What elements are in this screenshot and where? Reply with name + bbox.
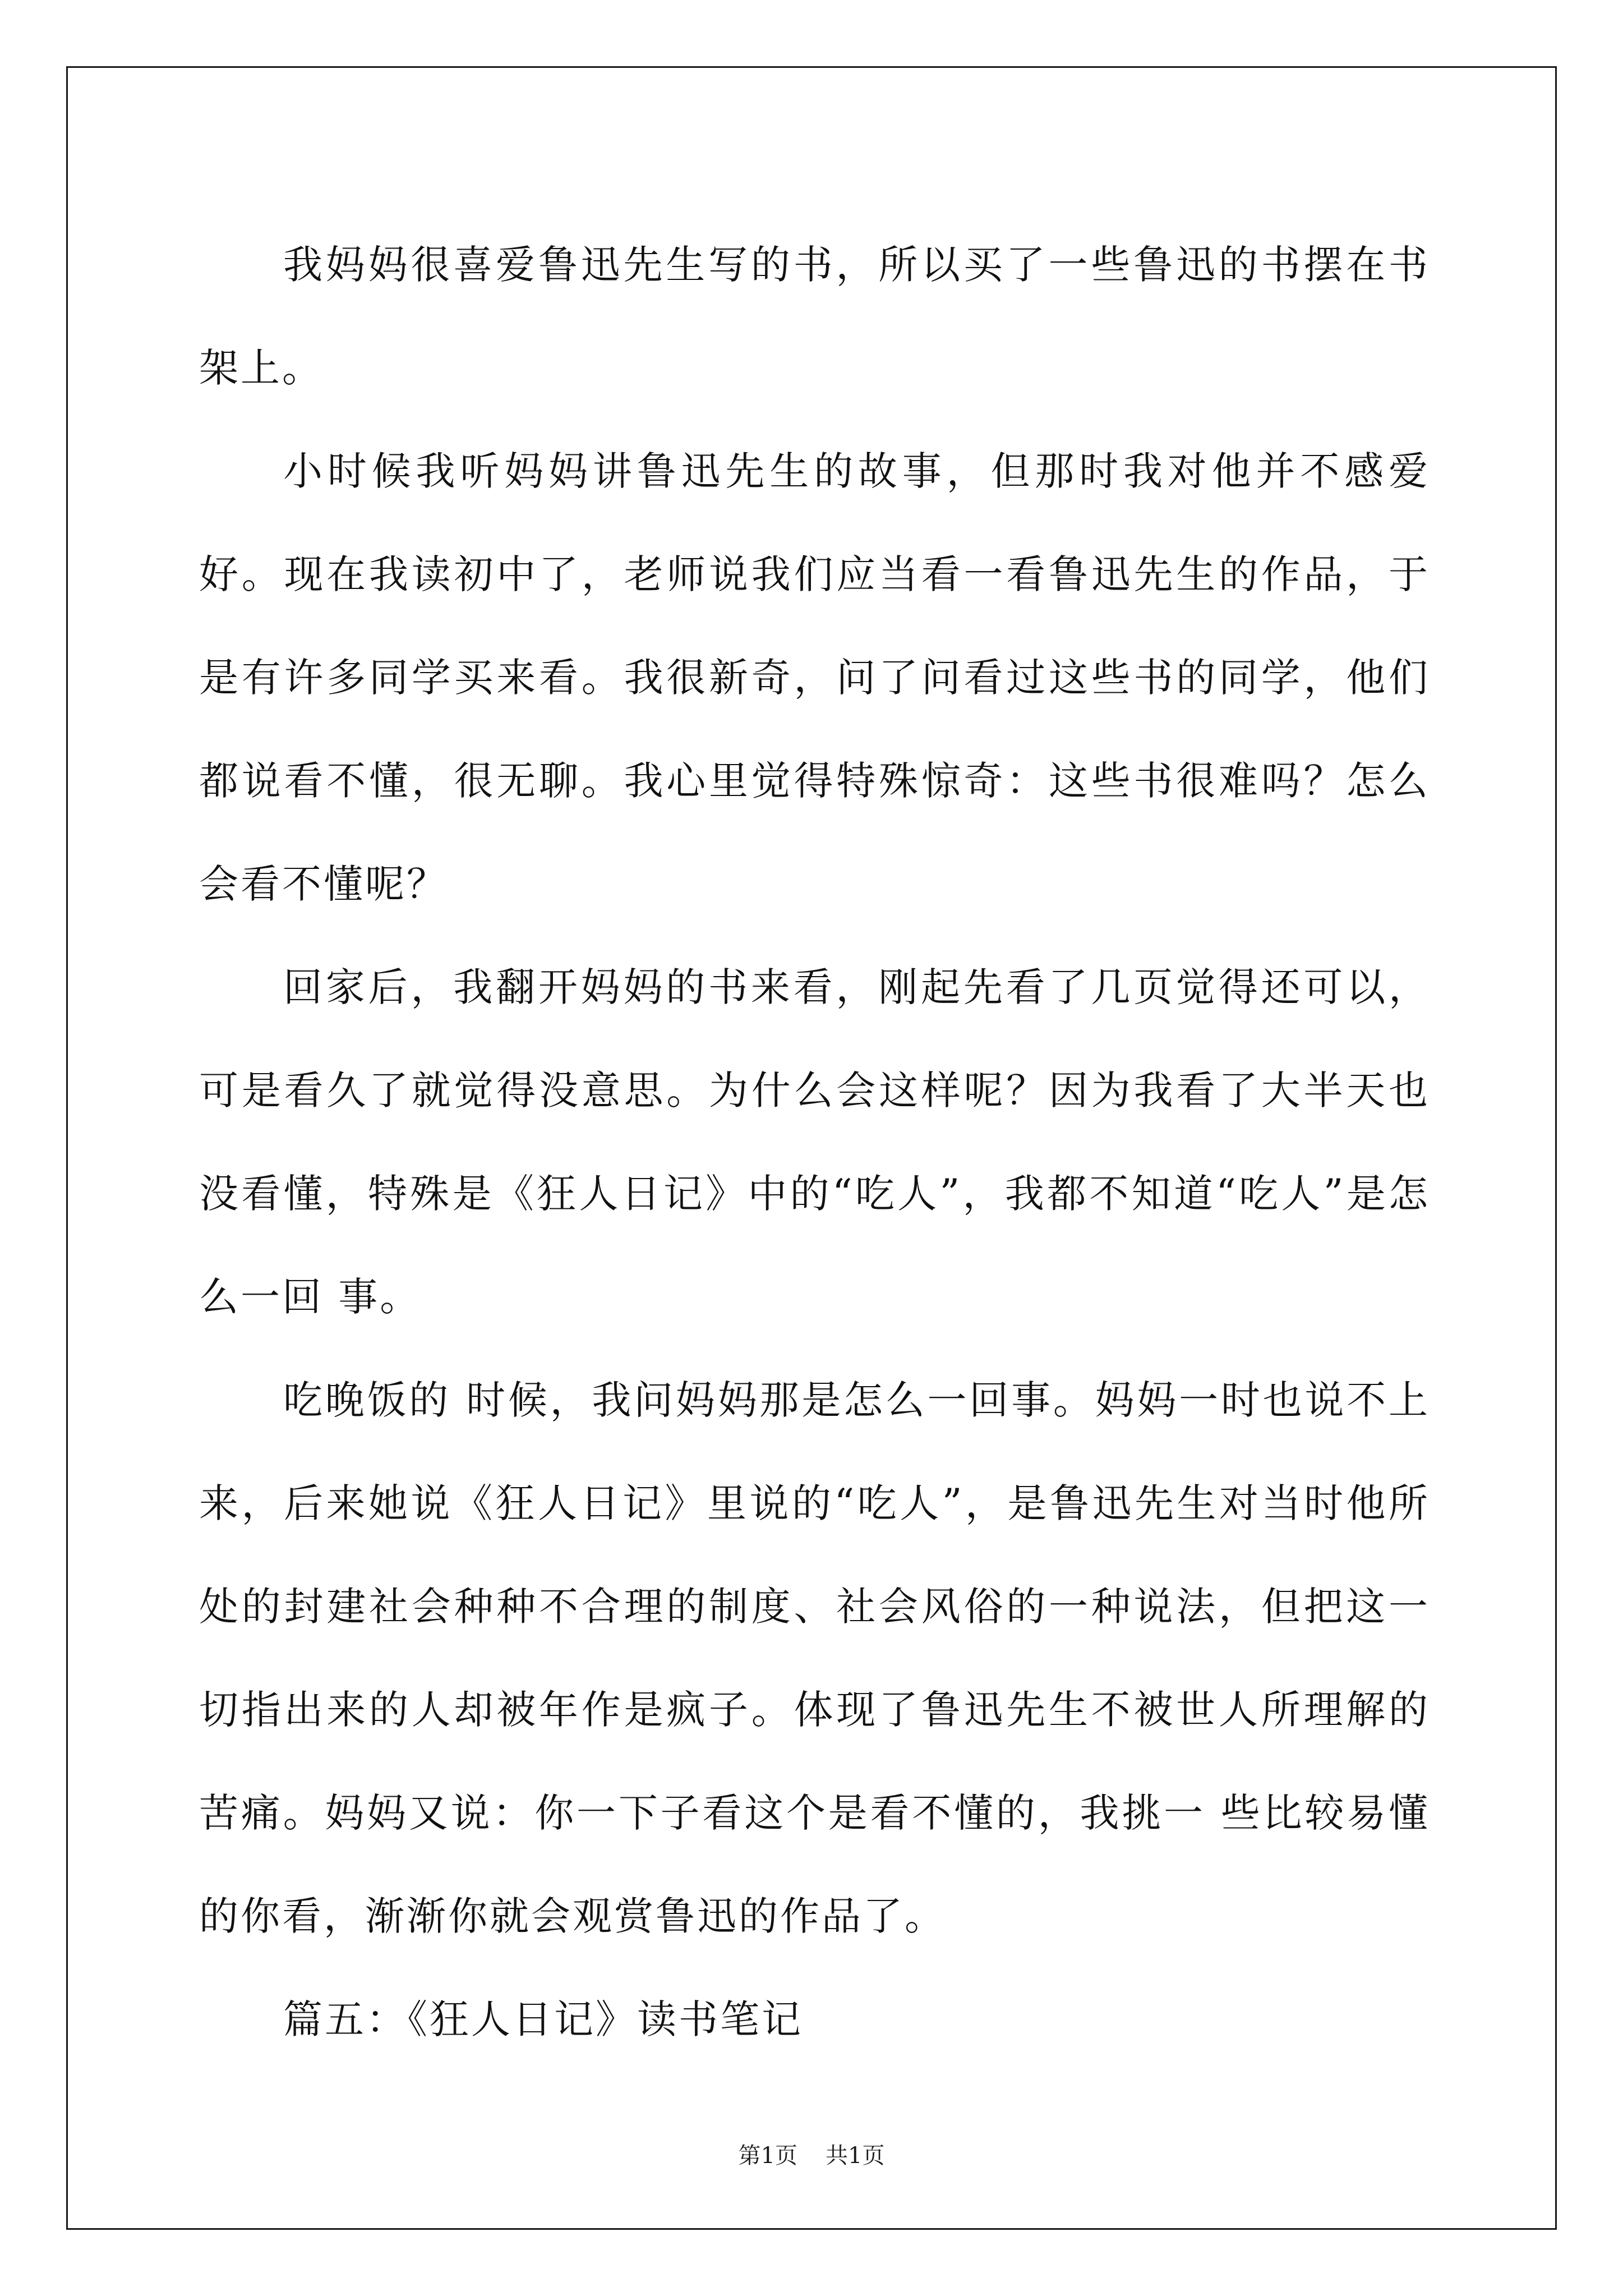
- section-heading: 篇五：《狂人日记》读书笔记: [283, 1996, 803, 2042]
- paragraph: 吃晚饭的 时候，我问妈妈那是怎么一回事。妈妈一时也说不上来，后来她说《狂人日记》里说的“吃人”，是鲁迅先生对当时他所处的封建社会种种不合理的制度、社会风俗的一种说法，但把这一切指出来的人却被年作是疯子。体现了鲁迅先生不被世人所理解的苦痛。妈妈又说：你一下子看这个是看不懂的，我挑一 些比较易懂的你看，渐渐你就会观赏鲁迅的作品了。: [199, 1377, 1430, 1939]
- document-body: [199, 213, 1430, 2071]
- page-footer: [0, 2142, 1623, 2170]
- paragraph: 回家后，我翻开妈妈的书来看，刚起先看了几页觉得还可以，可是看久了就觉得没意思。为什么会这样呢？因为我看了大半天也没看懂，特殊是《狂人日记》中的“吃人”，我都不知道“吃人”是怎么一回 事。: [199, 964, 1430, 1320]
- paragraph: 我妈妈很喜爱鲁迅先生写的书，所以买了一些鲁迅的书摆在书架上。: [199, 242, 1430, 391]
- paragraph: 小时候我听妈妈讲鲁迅先生的故事，但那时我对他并不感爱好。现在我读初中了，老师说我们应当看一看鲁迅先生的作品，于是有许多同学买来看。我很新奇，问了问看过这些书的同学，他们都说看不懂，很无聊。我心里觉得特殊惊奇：这些书很难吗？怎么会看不懂呢？: [199, 448, 1430, 907]
- page-total: 共1页: [826, 2143, 885, 2169]
- page-number: 第1页: [738, 2143, 797, 2169]
